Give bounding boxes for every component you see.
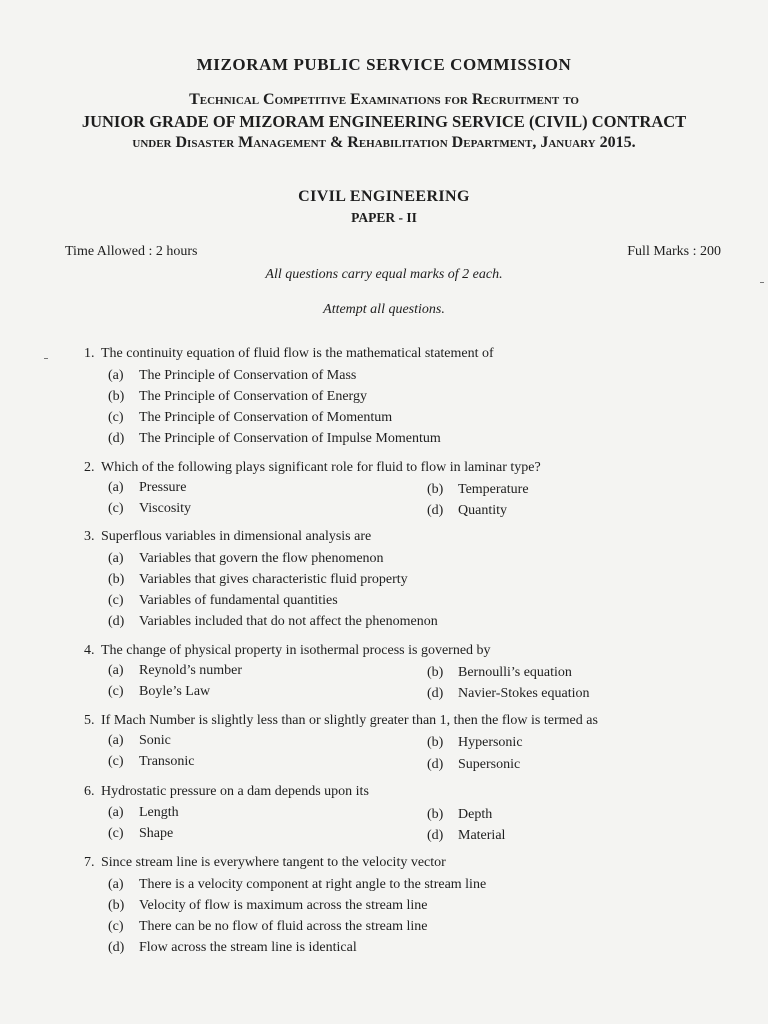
question-number: 4. <box>84 643 95 658</box>
option-a: (a) Variables that govern the flow phenomenon <box>108 551 384 566</box>
option-c: (c) Shape <box>108 826 174 841</box>
question-stem <box>84 643 491 659</box>
question-number: 7. <box>84 855 95 870</box>
question-stem <box>84 460 541 476</box>
option-b: (b) The Principle of Conservation of Energy <box>108 389 367 404</box>
option-a: (a) Reynold’s number <box>108 663 243 678</box>
option-d: (d) Material <box>427 828 506 843</box>
question-text: Which of the following plays significant role for fluid to flow in laminar type? <box>101 460 541 475</box>
question-text: Superflous variables in dimensional analysis are <box>101 529 372 544</box>
option-c: (c) Transonic <box>108 754 195 769</box>
option-c: (c) Variables of fundamental quantities <box>108 593 338 608</box>
question-stem <box>84 855 446 871</box>
question-stem <box>84 784 369 800</box>
question-text: The continuity equation of fluid flow is the mathematical statement of <box>101 346 494 361</box>
option-b: (b) Velocity of flow is maximum across the stream line <box>108 898 428 913</box>
option-a: (a) The Principle of Conservation of Mass <box>108 368 357 383</box>
attempt-note: Attempt all questions. <box>323 302 445 317</box>
option-a: (a) Length <box>108 805 179 820</box>
option-d: (d) Variables included that do not affect the phenomenon <box>108 614 438 629</box>
option-b: (b) Bernoulli’s equation <box>427 665 572 680</box>
full-marks: Full Marks : 200 <box>627 244 721 259</box>
question-stem <box>84 346 494 362</box>
option-b: (b) Depth <box>427 807 493 822</box>
question-stem <box>84 713 598 729</box>
option-d: (d) Flow across the stream line is identical <box>108 940 357 955</box>
option-d: (d) Quantity <box>427 503 507 518</box>
option-c: (c) Viscosity <box>108 501 192 516</box>
question-text: If Mach Number is slightly less than or slightly greater than 1, then the flow is termed as <box>101 713 598 728</box>
option-b: (b) Hypersonic <box>427 735 523 750</box>
option-b: (b) Variables that gives characteristic fluid property <box>108 572 408 587</box>
scan-mark <box>44 358 48 359</box>
option-c: (c) The Principle of Conservation of Momentum <box>108 410 393 425</box>
option-a: (a) There is a velocity component at right angle to the stream line <box>108 877 487 892</box>
organization-title: MIZORAM PUBLIC SERVICE COMMISSION <box>196 55 572 74</box>
exam-line-1: Technical Competitive Examinations for Recruitment to <box>189 91 579 108</box>
question-text: Since stream line is everywhere tangent to the velocity vector <box>101 855 446 870</box>
question-text: The change of physical property in isothermal process is governed by <box>101 643 491 658</box>
option-a: (a) Sonic <box>108 733 171 748</box>
option-c: (c) There can be no flow of fluid across the stream line <box>108 919 428 934</box>
question-number: 1. <box>84 346 95 361</box>
scan-mark <box>760 282 764 283</box>
option-c: (c) Boyle’s Law <box>108 684 211 699</box>
option-d: (d) The Principle of Conservation of Impulse Momentum <box>108 431 441 446</box>
option-d: (d) Navier-Stokes equation <box>427 686 590 701</box>
question-number: 5. <box>84 713 95 728</box>
option-d: (d) Supersonic <box>427 757 521 772</box>
question-number: 2. <box>84 460 95 475</box>
option-b: (b) Temperature <box>427 482 529 497</box>
subject-title: CIVIL ENGINEERING <box>298 188 470 205</box>
question-stem <box>84 529 371 545</box>
time-allowed: Time Allowed : 2 hours <box>65 244 198 259</box>
question-number: 6. <box>84 784 95 799</box>
option-a: (a) Pressure <box>108 480 187 495</box>
exam-line-2: JUNIOR GRADE OF MIZORAM ENGINEERING SERVICE (CIVIL) CONTRACT <box>81 112 687 131</box>
paper-title: PAPER - II <box>351 210 417 225</box>
question-text: Hydrostatic pressure on a dam depends upon its <box>101 784 369 799</box>
exam-line-3: under Disaster Management & Rehabilitation Department, January 2015. <box>132 134 636 151</box>
question-number: 3. <box>84 529 95 544</box>
marks-note: All questions carry equal marks of 2 each. <box>265 267 503 282</box>
